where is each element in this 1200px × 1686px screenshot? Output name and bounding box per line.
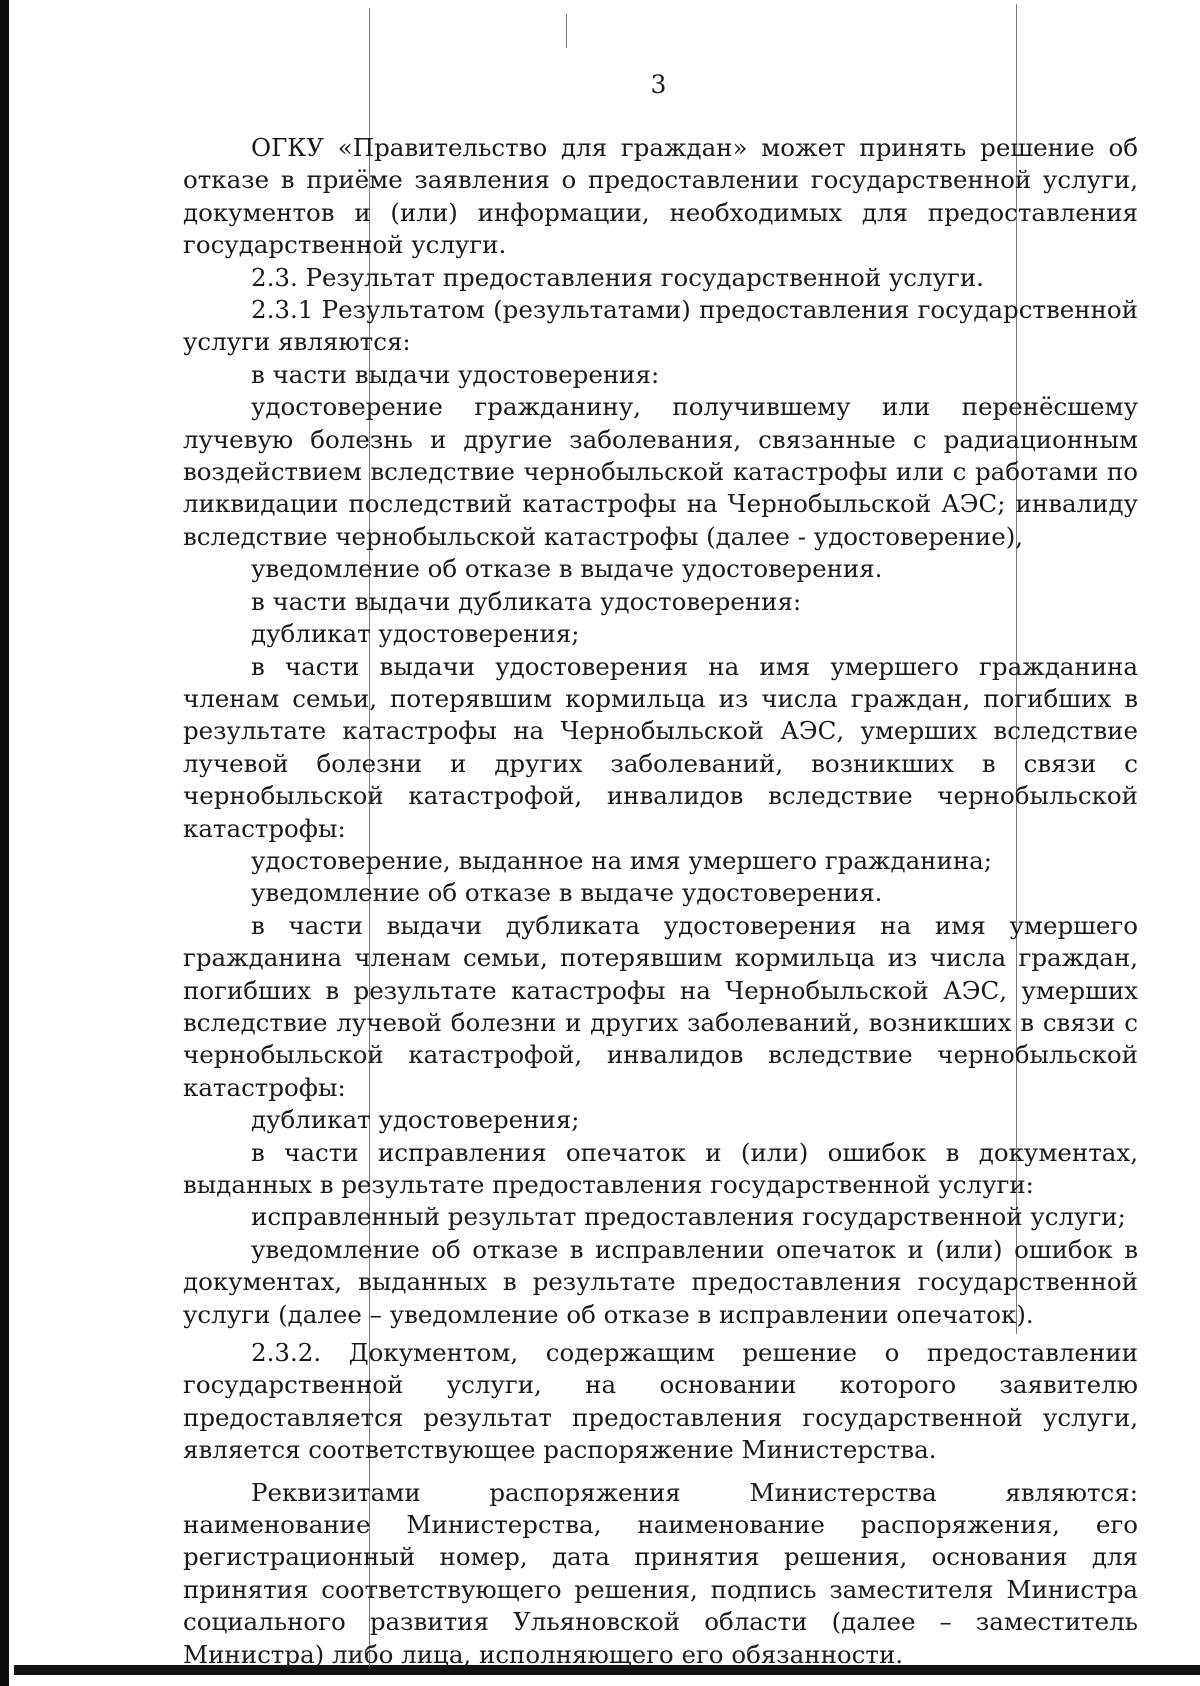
paragraph: 2.3.1 Результатом (результатами) предоставления государственной услуги являются: [183, 295, 1138, 357]
paragraph: в части выдачи дубликата удостоверения на имя умершего гражданина членам семьи, потерявшим кормильца из числа граждан, погибших в результате катастрофы на Чернобыльской АЭС, умерших вследствие лучевой болезни и других заболеваний, возникших в связи с чернобыльской катастрофой, инвалидов вследствие чернобыльской катастрофы: [183, 910, 1138, 1102]
paragraph: уведомление об отказе в исправлении опечаток и (или) ошибок в документах, выданных в результате предоставления государственной услуги (далее – уведомление об отказе в исправлении опечаток). [183, 1234, 1138, 1329]
paragraph: 2.3. Результат предоставления государственной услуги. [251, 262, 984, 292]
paragraph: удостоверение гражданину, получившему или перенёсшему лучевую болезнь и другие заболевания, связанные с радиационным воздействием вследствие чернобыльской катастрофы или с работами по ликвидации последствий катастрофы на Чернобыльской АЭС; инвалиду вследствие чернобыльской катастрофы (далее - удостоверение), [183, 392, 1138, 551]
scan-fold-line [566, 14, 567, 48]
paragraph: дубликат удостоверения; [251, 1105, 580, 1135]
paragraph: исправленный результат предоставления государственной услуги; [251, 1202, 1126, 1232]
paragraph: 2.3.2. Документом, содержащим решение о предоставлении государственной услуги, на основании которого заявителю предоставляется результат предоставления государственной услуги, является соответствующее распоряжение Министерства. [183, 1338, 1138, 1465]
scan-left-edge [0, 0, 9, 1686]
paragraph: удостоверение, выданное на имя умершего гражданина; [251, 845, 993, 875]
paragraph: в части выдачи удостоверения на имя умершего гражданина членам семьи, потерявшим кормильца из числа граждан, погибших в результате катастрофы на Чернобыльской АЭС, умерших вследствие лучевой болезни и других заболеваний, возникших в связи с чернобыльской катастрофой, инвалидов вследствие чернобыльской катастрофы: [183, 651, 1138, 843]
page-number: 3 [650, 70, 667, 99]
paragraph: в части исправления опечаток и (или) ошибок в документах, выданных в результате предоставления государственной услуги: [183, 1137, 1138, 1199]
document-body [183, 132, 1138, 1671]
paragraph: в части выдачи дубликата удостоверения: [251, 586, 802, 616]
paragraph: в части выдачи удостоверения: [251, 359, 660, 389]
paragraph: Реквизитами распоряжения Министерства являются: наименование Министерства, наименование распоряжения, его регистрационный номер, дата принятия решения, основания для принятия соответствующего решения, подпись заместителя Министра социального развития Ульяновской области (далее – заместитель Министра) либо лица, исполняющего его обязанности. [183, 1477, 1138, 1669]
paragraph: дубликат удостоверения; [251, 619, 580, 649]
paragraph: ОГКУ «Правительство для граждан» может принять решение об отказе в приёме заявления о предоставлении государственной услуги, документов и (или) информации, необходимых для предоставления государственной услуги. [183, 133, 1138, 260]
paragraph: уведомление об отказе в выдаче удостоверения. [251, 878, 883, 908]
paragraph: уведомление об отказе в выдаче удостоверения. [251, 554, 883, 584]
